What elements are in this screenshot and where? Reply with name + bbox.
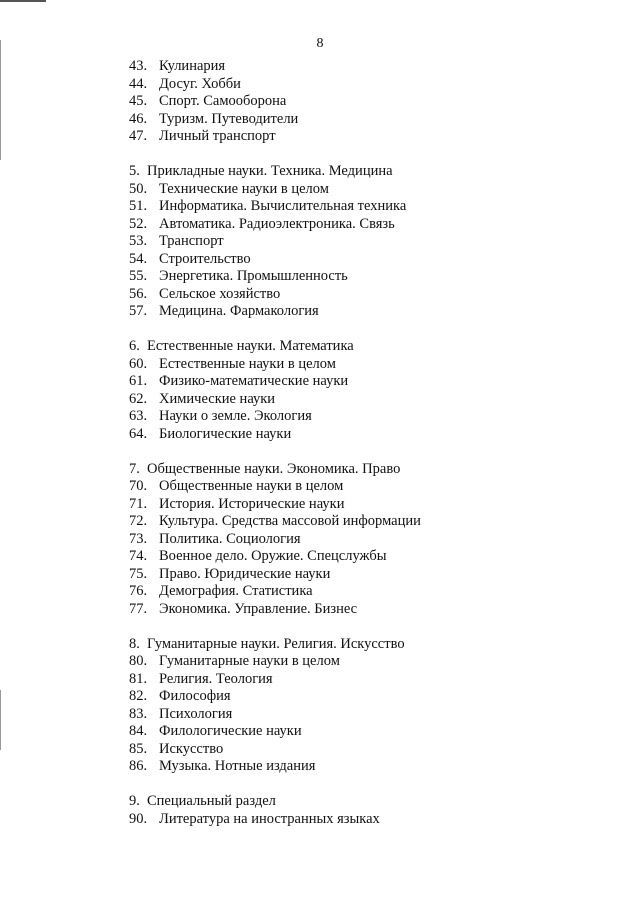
list-item-label: Личный транспорт [159, 128, 276, 144]
list-item-label: Биологические науки [159, 425, 292, 442]
list-item-label: Музыка. Нотные издания [159, 758, 316, 774]
section-heading [129, 636, 629, 654]
list-item [129, 758, 629, 776]
list-item-number: 70. [129, 478, 148, 494]
list-item-label: Военное дело. Оружие. Спецслужбы [159, 548, 387, 564]
list-item-number: 80. [129, 653, 148, 669]
list-item [129, 601, 629, 619]
list-item-label: История. Исторические науки [159, 495, 345, 512]
list-item-label: Демография. Статистика [159, 583, 313, 599]
list-item-number: 90. [129, 810, 148, 827]
list-item-label: Гуманитарные науки в целом [159, 653, 340, 669]
section-heading-label: Общественные науки. Экономика. Право [147, 460, 401, 477]
list-item-label: Религия. Теология [159, 670, 273, 687]
list-item [129, 496, 629, 514]
classification-list [129, 58, 629, 846]
list-item-number: 77. [129, 600, 148, 617]
list-item [129, 513, 629, 531]
list-item [129, 286, 629, 304]
list-item-number: 83. [129, 705, 148, 722]
section-heading-label: Естественные науки. Математика [147, 338, 354, 354]
section-heading-label: Специальный раздел [147, 793, 276, 809]
list-item-number: 64. [129, 425, 148, 442]
scan-artifact-left-edge [0, 40, 1, 160]
list-item [129, 268, 629, 286]
list-item-number: 44. [129, 75, 148, 92]
section [129, 163, 629, 321]
list-item-label: Химические науки [159, 390, 276, 407]
list-item [129, 408, 629, 426]
list-item [129, 688, 629, 706]
list-item-number: 52. [129, 215, 148, 232]
section-heading-label: Гуманитарные науки. Религия. Искусство [147, 635, 405, 652]
list-item-number: 76. [129, 583, 148, 599]
list-item [129, 198, 629, 216]
list-item-label: Право. Юридические науки [159, 565, 331, 582]
list-item-number: 56. [129, 285, 148, 302]
list-item-label: Сельское хозяйство [159, 285, 281, 302]
list-item-label: Естественные науки в целом [159, 355, 336, 372]
list-item-number: 86. [129, 758, 148, 774]
list-item [129, 741, 629, 759]
list-item [129, 531, 629, 549]
section-heading-label: Прикладные науки. Техника. Медицина [147, 163, 393, 179]
list-item-number: 43. [129, 58, 148, 74]
list-item [129, 373, 629, 391]
list-item [129, 128, 629, 146]
list-item-number: 53. [129, 233, 148, 249]
list-item-label: Энергетика. Промышленность [159, 268, 348, 284]
section-heading-number: 5. [129, 163, 140, 179]
list-item-label: Досуг. Хобби [159, 75, 241, 92]
list-item-number: 84. [129, 723, 148, 739]
list-item [129, 426, 629, 444]
list-item-label: Медицина. Фармакология [159, 303, 319, 319]
section [129, 58, 629, 146]
list-item [129, 181, 629, 199]
list-item-label: Науки о земле. Экология [159, 408, 312, 424]
list-item-number: 74. [129, 548, 148, 564]
list-item [129, 811, 629, 829]
list-item [129, 583, 629, 601]
list-item-label: Экономика. Управление. Бизнес [159, 600, 358, 617]
section-heading [129, 338, 629, 356]
list-item-number: 47. [129, 128, 148, 144]
list-item [129, 478, 629, 496]
list-item [129, 216, 629, 234]
list-item [129, 706, 629, 724]
list-item-number: 82. [129, 688, 148, 704]
list-item-number: 85. [129, 740, 148, 757]
section [129, 793, 629, 828]
list-item-number: 60. [129, 355, 148, 372]
section-heading-number: 9. [129, 793, 140, 809]
list-item [129, 653, 629, 671]
list-item [129, 76, 629, 94]
list-item-number: 61. [129, 373, 148, 389]
section [129, 338, 629, 443]
list-item-label: Философия [159, 688, 231, 704]
list-item-number: 63. [129, 408, 148, 424]
list-item-label: Строительство [159, 250, 251, 267]
list-item-number: 72. [129, 513, 148, 529]
list-item-number: 46. [129, 110, 148, 127]
section [129, 461, 629, 619]
list-item-number: 54. [129, 250, 148, 267]
list-item [129, 58, 629, 76]
list-item-label: Общественные науки в целом [159, 478, 344, 494]
list-item [129, 303, 629, 321]
section-heading-number: 8. [129, 635, 140, 652]
list-item-label: Автоматика. Радиоэлектроника. Связь [159, 215, 395, 232]
list-item [129, 723, 629, 741]
list-item-number: 73. [129, 530, 148, 547]
list-item-number: 45. [129, 93, 148, 109]
list-item-number: 51. [129, 198, 148, 214]
list-item-label: Физико-математические науки [159, 373, 349, 389]
section-heading-number: 6. [129, 338, 140, 354]
list-item-number: 71. [129, 495, 148, 512]
list-item [129, 93, 629, 111]
list-item [129, 548, 629, 566]
page-number: 8 [316, 36, 324, 51]
section-heading [129, 793, 629, 811]
list-item-number: 57. [129, 303, 148, 319]
section-heading [129, 461, 629, 479]
list-item-number: 50. [129, 180, 148, 197]
list-item [129, 251, 629, 269]
list-item [129, 566, 629, 584]
list-item-number: 55. [129, 268, 148, 284]
list-item [129, 391, 629, 409]
list-item [129, 111, 629, 129]
list-item [129, 356, 629, 374]
section-heading-number: 7. [129, 460, 140, 477]
list-item [129, 233, 629, 251]
list-item-label: Информатика. Вычислительная техника [159, 198, 407, 214]
list-item-label: Спорт. Самооборона [159, 93, 287, 109]
list-item-label: Туризм. Путеводители [159, 110, 299, 127]
list-item-number: 81. [129, 670, 148, 687]
list-item [129, 671, 629, 689]
list-item-label: Искусство [159, 740, 224, 757]
list-item-label: Литература на иностранных языках [159, 810, 380, 827]
list-item-label: Транспорт [159, 233, 224, 249]
list-item-label: Политика. Социология [159, 530, 301, 547]
list-item-number: 75. [129, 565, 148, 582]
scan-artifact-left-edge [0, 690, 1, 750]
list-item-label: Психология [159, 705, 233, 722]
list-item-label: Филологические науки [159, 723, 302, 739]
list-item-label: Технические науки в целом [159, 180, 329, 197]
list-item-number: 62. [129, 390, 148, 407]
section-heading [129, 163, 629, 181]
list-item-label: Кулинария [159, 58, 226, 74]
list-item-label: Культура. Средства массовой информации [159, 513, 421, 529]
section [129, 636, 629, 776]
scan-artifact-top-mark [0, 0, 46, 2]
